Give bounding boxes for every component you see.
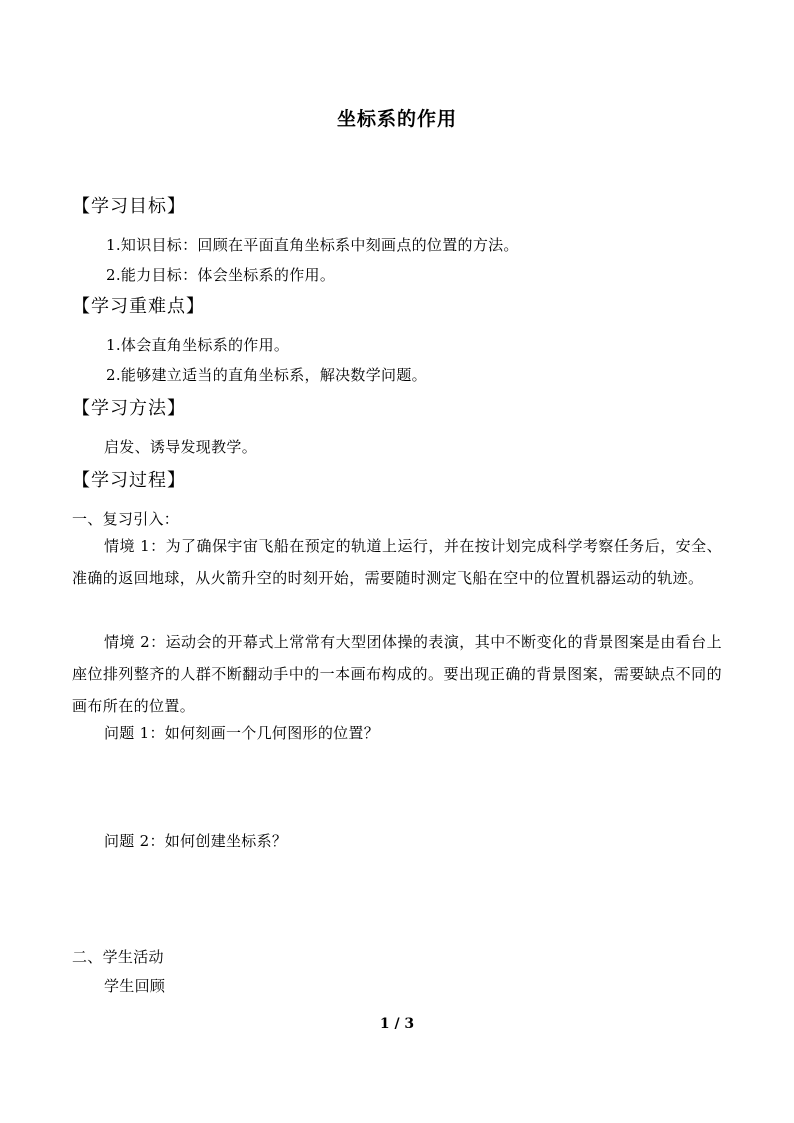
section-heading-keypoints: 【学习重难点】 bbox=[72, 296, 205, 317]
page-number: 1 / 3 bbox=[379, 1016, 415, 1032]
objective-item-2: 2.能力目标：体会坐标系的作用。 bbox=[106, 266, 336, 284]
scenario-1-paragraph: 情境 1：为了确保宇宙飞船在预定的轨道上运行，并在按计划完成科学考察任务后，安全、准确的返回地球，从火箭升空的时刻开始，需要随时测定飞船在空中的位置机器运动的轨迹。 bbox=[72, 537, 722, 587]
objective-item-1: 1.知识目标：回顾在平面直角坐标系中刻画点的位置的方法。 bbox=[106, 236, 519, 254]
question-2: 问题 2：如何创建坐标系？ bbox=[104, 832, 288, 850]
part-one-heading: 一、复习引入： bbox=[72, 510, 180, 528]
scenario-2-paragraph: 情境 2：运动会的开幕式上常常有大型团体操的表演，其中不断变化的背景图案是由看台上座位排列整齐的人群不断翻动手中的一本画布构成的。要出现正确的背景图案，需要缺点不同的画布所在的位置。 bbox=[72, 633, 722, 715]
student-review-text: 学生回顾 bbox=[104, 977, 166, 995]
keypoint-item-1: 1.体会直角坐标系的作用。 bbox=[106, 336, 290, 354]
page-title: 坐标系的作用 bbox=[336, 108, 457, 130]
question-1: 问题 1：如何刻画一个几何图形的位置？ bbox=[104, 724, 380, 742]
part-two-heading: 二、学生活动 bbox=[72, 948, 164, 966]
section-heading-objectives: 【学习目标】 bbox=[72, 196, 186, 217]
method-item-1: 启发、诱导发现教学。 bbox=[104, 438, 258, 456]
section-heading-methods: 【学习方法】 bbox=[72, 398, 186, 419]
section-heading-process: 【学习过程】 bbox=[72, 470, 186, 491]
keypoint-item-2: 2.能够建立适当的直角坐标系，解决数学问题。 bbox=[106, 366, 427, 384]
